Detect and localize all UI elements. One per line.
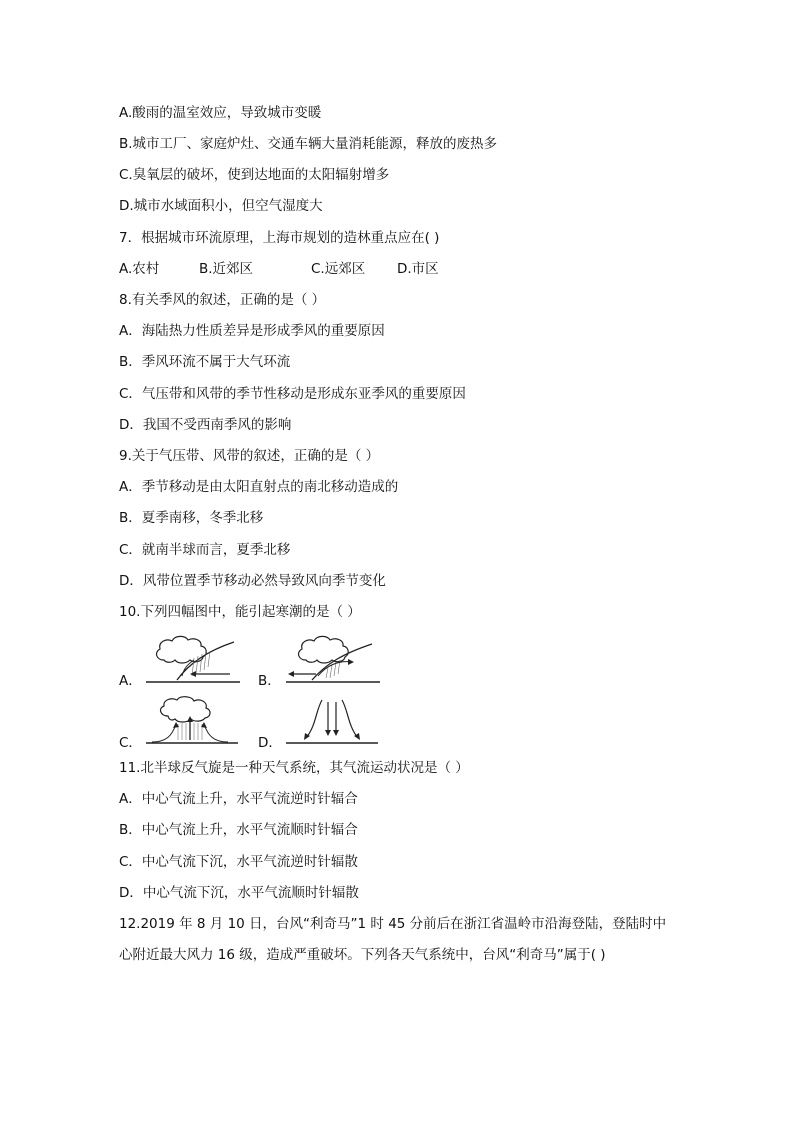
q10-figure-a (142, 632, 242, 690)
q10-option-b-label: B． (258, 673, 281, 689)
q12-stem-line2: 心附近最大风力 16 级，造成严重破坏。下列各天气系统中，台风“利奇马”属于( ) (119, 947, 606, 963)
q6-option-b: B.城市工厂、家庭炉灶、交通车辆大量消耗能源，释放的废热多 (119, 136, 498, 152)
q7-option-a: A.农村 (119, 261, 160, 277)
q10-figure-b (282, 632, 382, 690)
q6-option-d: D.城市水域面积小，但空气湿度大 (119, 198, 323, 214)
q11-option-b: B．中心气流上升，水平气流顺时针辐合 (119, 822, 358, 838)
q11-stem: 11.北半球反气旋是一种天气系统，其气流运动状况是（ ） (119, 760, 469, 776)
q10-figure-c (142, 696, 242, 748)
q8-stem: 8.有关季风的叙述，正确的是（ ） (119, 292, 326, 308)
q9-option-c: C．就南半球而言，夏季北移 (119, 542, 291, 558)
q7-option-d: D.市区 (397, 261, 439, 277)
q10-figure-d (282, 696, 382, 748)
q10-option-c-label: C． (119, 735, 142, 751)
q8-option-c: C．气压带和风带的季节性移动是形成东亚季风的重要原因 (119, 386, 466, 402)
q7-option-c: C.远郊区 (311, 261, 366, 277)
q11-option-d: D．中心气流下沉，水平气流顺时针辐散 (119, 885, 359, 901)
q8-option-b: B．季风环流不属于大气环流 (119, 354, 291, 370)
q10-option-a-label: A． (119, 673, 142, 689)
q9-option-a: A．季节移动是由太阳直射点的南北移动造成的 (119, 479, 399, 495)
q9-option-d: D．风带位置季节移动必然导致风向季节变化 (119, 573, 386, 589)
q7-stem: 7．根据城市环流原理，上海市规划的造林重点应在( ) (119, 230, 440, 246)
q7-options (119, 260, 439, 278)
q12-stem-line1: 12.2019 年 8 月 10 日，台风“利奇马”1 时 45 分前后在浙江省温岭市沿海登陆，登陆时中 (119, 916, 667, 932)
q10-stem: 10.下列四幅图中，能引起寒潮的是（ ） (119, 604, 361, 620)
q11-option-c: C．中心气流下沉，水平气流逆时针辐散 (119, 854, 358, 870)
q7-option-b: B.近郊区 (199, 261, 254, 277)
q9-option-b: B．夏季南移，冬季北移 (119, 510, 264, 526)
q6-option-a: A.酸雨的温室效应，导致城市变暖 (119, 105, 322, 121)
q6-option-c: C.臭氧层的破坏，使到达地面的太阳辐射增多 (119, 167, 390, 183)
q8-option-a: A．海陆热力性质差异是形成季风的重要原因 (119, 323, 385, 339)
q10-option-d-label: D． (258, 735, 282, 751)
q11-option-a: A．中心气流上升，水平气流逆时针辐合 (119, 791, 358, 807)
q8-option-d: D．我国不受西南季风的影响 (119, 417, 292, 433)
q9-stem: 9.关于气压带、风带的叙述，正确的是（ ） (119, 448, 380, 464)
